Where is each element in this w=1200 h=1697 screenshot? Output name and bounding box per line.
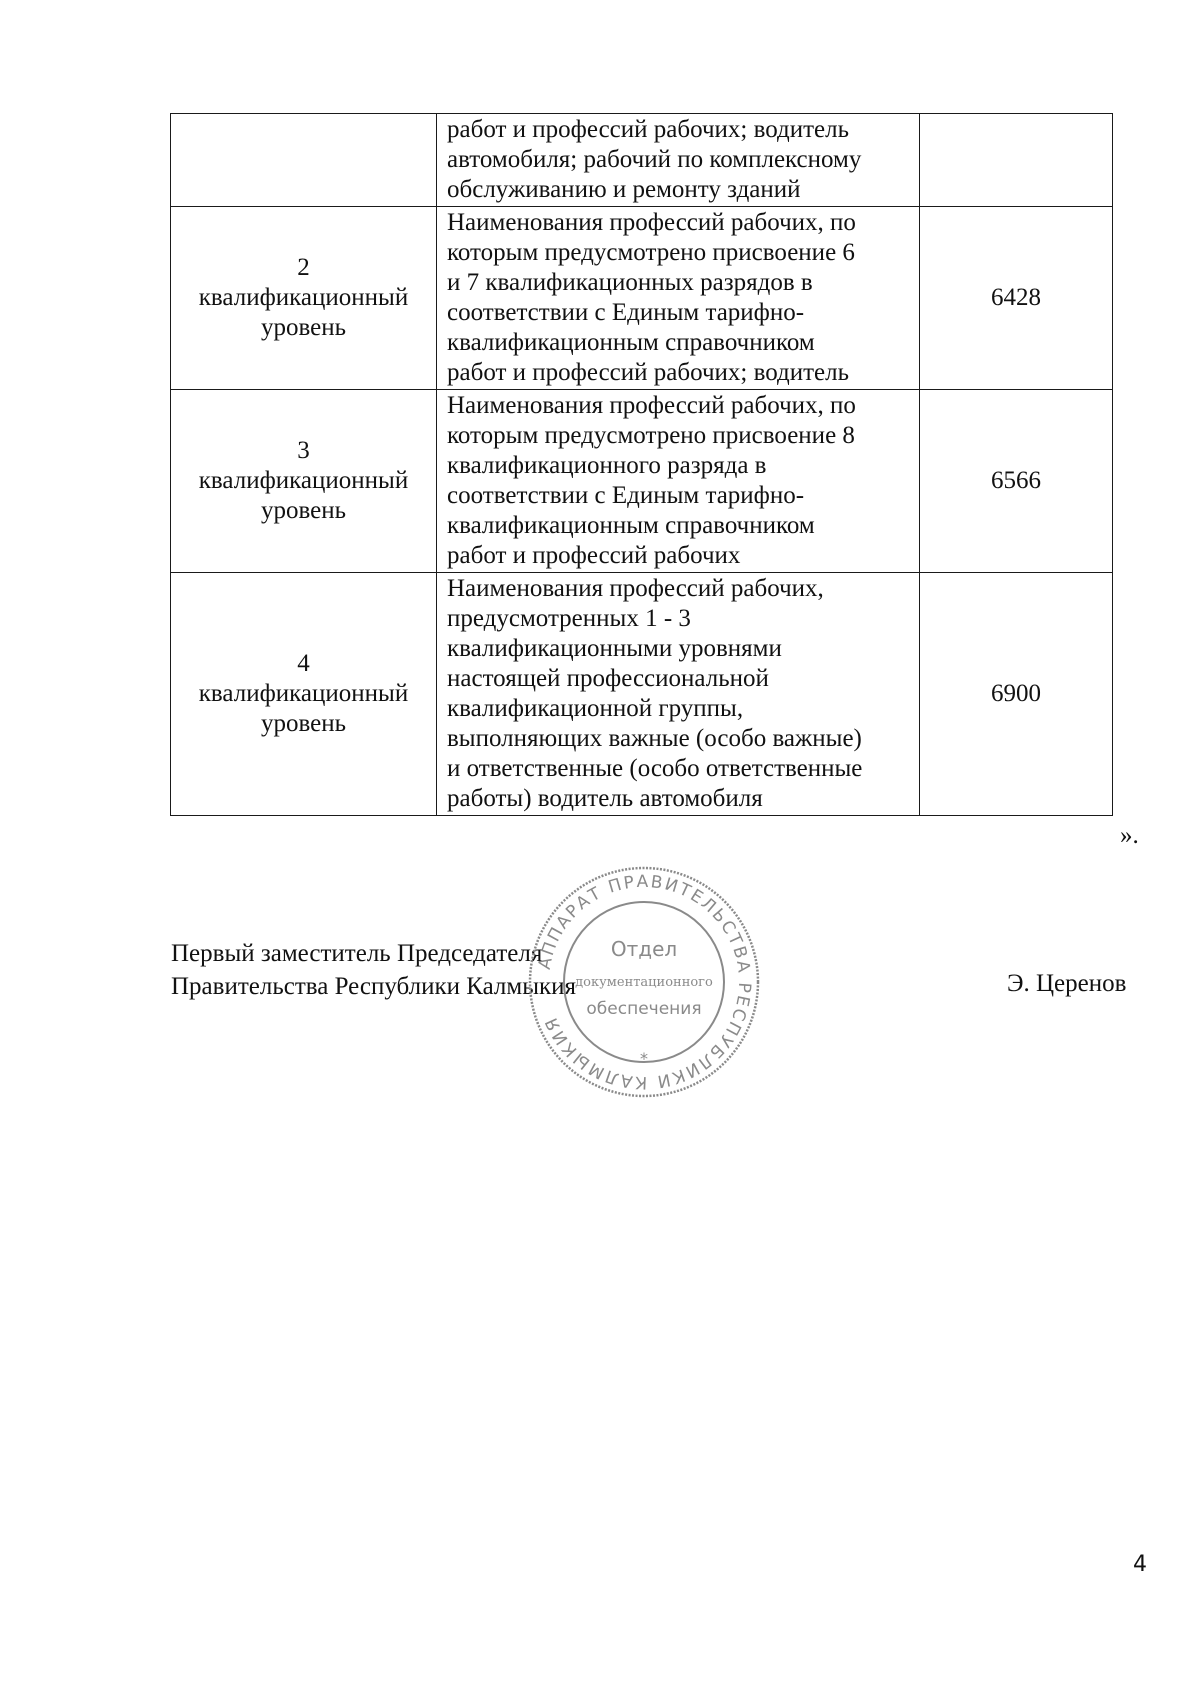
salary-value-cell <box>920 114 1113 207</box>
description-line: работы) водитель автомобиля <box>447 785 763 812</box>
description-cell <box>437 207 920 390</box>
table-row <box>171 207 1113 390</box>
description-line: работ и профессий рабочих <box>447 542 741 569</box>
description-line: квалификационной группы, <box>447 695 744 722</box>
signer-name: Э. Церенов <box>1007 970 1127 997</box>
qualification-table <box>170 113 1113 816</box>
stamp-center-line: документационного <box>575 975 713 990</box>
level-line: квалификационный <box>198 284 409 311</box>
level-line: квалификационный <box>198 467 409 494</box>
description-line: квалификационными уровнями <box>447 635 782 662</box>
official-stamp <box>526 864 762 1100</box>
description-line: и 7 квалификационных разрядов в <box>447 269 813 296</box>
signer-title-line-2: Правительства Республики Калмыкия <box>171 973 577 1000</box>
level-line: уровень <box>260 497 347 524</box>
description-line: настоящей профессиональной <box>447 665 769 692</box>
description-line: которым предусмотрено присвоение 8 <box>447 422 855 449</box>
description-line: и ответственные (особо ответственные <box>447 755 863 782</box>
svg-text:*: * <box>640 1049 648 1068</box>
description-line: предусмотренных 1 - 3 <box>447 605 691 632</box>
description-line: соответствии с Единым тарифно- <box>447 299 805 326</box>
description-line: Наименования профессий рабочих, <box>447 575 824 602</box>
description-line: автомобиля; рабочий по комплексному <box>447 146 862 173</box>
description-line: работ и профессий рабочих; водитель <box>447 359 850 386</box>
closing-quote: ». <box>1120 822 1139 849</box>
description-line: выполняющих важные (особо важные) <box>447 725 862 752</box>
description-line: которым предусмотрено присвоение 6 <box>447 239 855 266</box>
table-row <box>171 573 1113 816</box>
description-cell <box>437 573 920 816</box>
signer-title <box>171 937 576 1003</box>
description-line: квалификационным справочником <box>447 512 815 539</box>
level-line: 3 <box>297 437 310 464</box>
description-line: соответствии с Единым тарифно- <box>447 482 805 509</box>
level-line: 2 <box>297 254 310 281</box>
description-cell <box>437 114 920 207</box>
description-cell <box>437 390 920 573</box>
salary-value-cell: 6566 <box>920 390 1113 573</box>
description-line: Наименования профессий рабочих, по <box>447 209 856 236</box>
page-number: 4 <box>1133 1552 1147 1577</box>
level-cell <box>171 114 437 207</box>
level-line: квалификационный <box>198 680 409 707</box>
stamp-center-line: Отдел <box>610 937 678 961</box>
description-line: квалификационного разряда в <box>447 452 767 479</box>
salary-value-cell: 6900 <box>920 573 1113 816</box>
signer-title-line-1: Первый заместитель Председателя <box>171 940 543 967</box>
level-line: уровень <box>260 710 347 737</box>
description-line: квалификационным справочником <box>447 329 815 356</box>
level-line: 4 <box>297 650 310 677</box>
stamp-ring-text: АППАРАТ ПРАВИТЕЛЬСТВА РЕСПУБЛИКИ КАЛМЫКИЯ <box>534 871 755 1093</box>
table-row <box>171 390 1113 573</box>
level-cell <box>171 573 437 816</box>
description-line: обслуживанию и ремонту зданий <box>447 176 801 203</box>
level-cell <box>171 390 437 573</box>
table-row <box>171 114 1113 207</box>
description-line: Наименования профессий рабочих, по <box>447 392 856 419</box>
salary-value-cell: 6428 <box>920 207 1113 390</box>
description-line: работ и профессий рабочих; водитель <box>447 116 850 143</box>
level-cell <box>171 207 437 390</box>
level-line: уровень <box>260 314 347 341</box>
stamp-center-line: обеспечения <box>586 999 702 1019</box>
